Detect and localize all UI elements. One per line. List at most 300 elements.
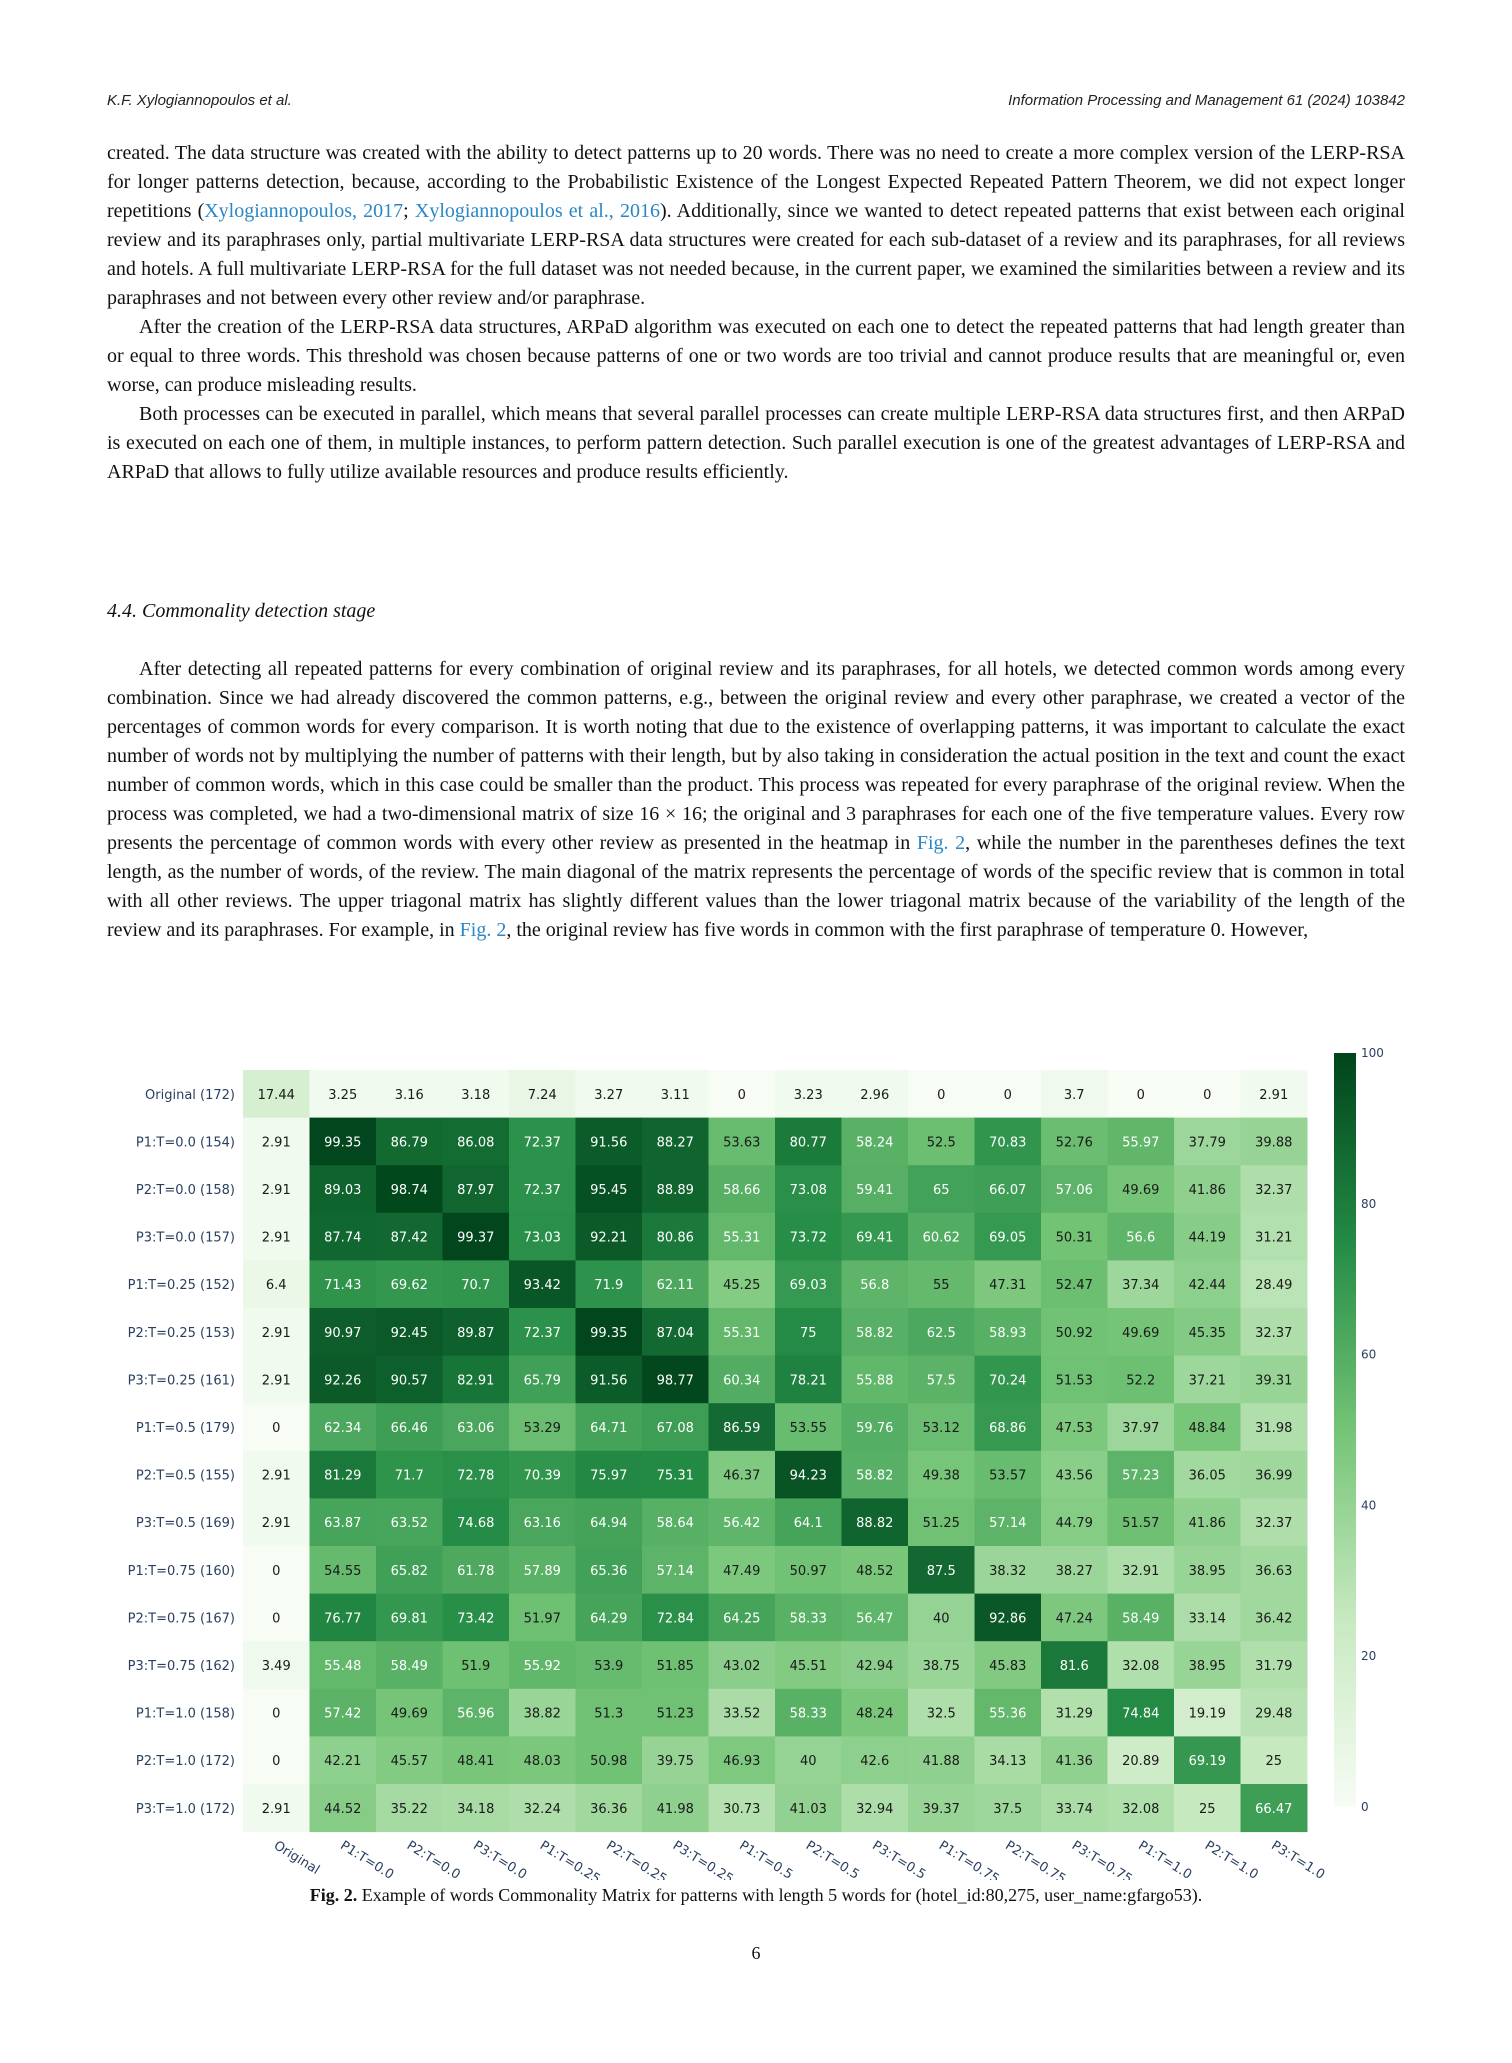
heatmap-cell-value: 32.37 bbox=[1255, 1183, 1293, 1198]
heatmap-cell-value: 53.63 bbox=[723, 1135, 761, 1151]
heatmap-cell-value: 41.03 bbox=[789, 1801, 827, 1817]
heatmap-cell-value: 34.18 bbox=[457, 1801, 495, 1817]
heatmap-column-label: Original bbox=[270, 1838, 322, 1878]
heatmap-column-label: P3:T=0.75 bbox=[1068, 1838, 1135, 1880]
heatmap-column-label: P1:T=0.75 bbox=[935, 1838, 1002, 1880]
heatmap-cell-value: 37.21 bbox=[1188, 1373, 1226, 1389]
heatmap-row-label: P3:T=0.75 (162) bbox=[127, 1659, 235, 1674]
heatmap-cell-value: 42.21 bbox=[324, 1754, 362, 1770]
heatmap-cell-value: 92.86 bbox=[989, 1611, 1027, 1627]
heatmap-cell-value: 53.29 bbox=[523, 1421, 561, 1436]
commonality-heatmap bbox=[0, 1040, 1512, 1880]
heatmap-cell-value: 20.89 bbox=[1122, 1754, 1160, 1770]
heatmap-cell-value: 41.98 bbox=[656, 1801, 694, 1817]
heatmap-cell-value: 50.92 bbox=[1055, 1325, 1093, 1341]
heatmap-cell-value: 87.5 bbox=[926, 1563, 956, 1579]
heatmap-cell-value: 42.44 bbox=[1188, 1278, 1226, 1294]
heatmap-cell-value: 37.34 bbox=[1122, 1278, 1160, 1294]
heatmap-cell-value: 2.91 bbox=[261, 1230, 291, 1246]
heatmap-cell-value: 86.79 bbox=[390, 1135, 428, 1151]
heatmap-cell-value: 62.34 bbox=[324, 1421, 362, 1436]
heatmap-cell-value: 48.03 bbox=[523, 1754, 561, 1770]
heatmap-cell-value: 54.55 bbox=[324, 1563, 362, 1579]
heatmap-cell-value: 57.23 bbox=[1122, 1468, 1160, 1484]
colorbar-tick-label: 20 bbox=[1361, 1649, 1377, 1664]
heatmap-cell-value: 33.52 bbox=[723, 1706, 761, 1722]
heatmap-cell-value: 49.69 bbox=[1122, 1325, 1160, 1341]
heatmap-column-label: P2:T=0.25 bbox=[603, 1838, 670, 1880]
heatmap-cell-value: 66.46 bbox=[390, 1421, 428, 1436]
heatmap-cell-value: 98.74 bbox=[390, 1183, 428, 1198]
heatmap-cell-value: 39.37 bbox=[922, 1801, 960, 1817]
heatmap-cell-value: 64.25 bbox=[723, 1611, 761, 1627]
heatmap-cell-value: 48.24 bbox=[856, 1706, 894, 1722]
heatmap-cell-value: 17.44 bbox=[257, 1087, 295, 1103]
heatmap-cell-value: 2.91 bbox=[261, 1325, 291, 1341]
heatmap-cell-value: 0 bbox=[1003, 1087, 1012, 1103]
heatmap-row-label: P1:T=0.75 (160) bbox=[127, 1563, 235, 1579]
heatmap-cell-value: 70.7 bbox=[461, 1278, 491, 1294]
heatmap-cell-value: 64.94 bbox=[590, 1516, 628, 1532]
heatmap-cell-value: 99.35 bbox=[324, 1135, 362, 1151]
heatmap-cell-value: 49.38 bbox=[922, 1468, 960, 1484]
heatmap-cell-value: 63.87 bbox=[324, 1516, 362, 1532]
heatmap-cell-value: 50.31 bbox=[1055, 1230, 1093, 1246]
heatmap-cell-value: 55.48 bbox=[324, 1659, 362, 1674]
heatmap-cell-value: 58.49 bbox=[390, 1659, 428, 1674]
heatmap-cell-value: 87.04 bbox=[656, 1325, 694, 1341]
paragraph-1: created. The data structure was created with the ability to detect patterns up to 20 words. There was no need to create a more complex version of the LERP-RSA for longer patterns detection, because, according to the Probabilistic Existence of the Longest Expected Repeated Pattern Theorem, we did not expect longer repetitions (Xylogiannopoulos, 2017; Xylogiannopoulos et al., 2016). Additionally, since we wanted to detect repeated patterns that exist between each original review and its paraphrases only, partial multivariate LERP-RSA data structures were created for each sub-dataset of a review and its paraphrases, for all reviews and hotels. A full multivariate LERP-RSA for the full dataset was not needed because, in the current paper, we examined the similarities between a review and its paraphrases and not between every other review and/or paraphrase. bbox=[107, 142, 1405, 309]
heatmap-cell-value: 58.93 bbox=[989, 1325, 1027, 1341]
heatmap-cell-value: 58.49 bbox=[1122, 1611, 1160, 1627]
heatmap-cell-value: 3.7 bbox=[1063, 1087, 1085, 1103]
heatmap-cell-value: 2.91 bbox=[261, 1468, 291, 1484]
heatmap-cell-value: 86.59 bbox=[723, 1421, 761, 1436]
heatmap-cell-value: 31.21 bbox=[1255, 1230, 1293, 1246]
colorbar bbox=[1334, 1053, 1356, 1807]
heatmap-cell-value: 32.37 bbox=[1255, 1325, 1293, 1341]
heatmap-cell-value: 70.24 bbox=[989, 1373, 1027, 1389]
heatmap-cell-value: 37.79 bbox=[1188, 1135, 1226, 1151]
heatmap-cell-value: 65.36 bbox=[590, 1563, 628, 1579]
heatmap-cell-value: 69.05 bbox=[989, 1230, 1027, 1246]
heatmap-cell-value: 58.82 bbox=[856, 1325, 894, 1341]
heatmap-cell-value: 32.08 bbox=[1122, 1659, 1160, 1674]
heatmap-cell-value: 68.86 bbox=[989, 1421, 1027, 1436]
heatmap-cell-value: 52.5 bbox=[926, 1135, 956, 1151]
heatmap-row-label: P2:T=1.0 (172) bbox=[135, 1754, 235, 1770]
paragraph-3: Both processes can be executed in parallel, which means that several parallel processes can create multiple LERP-RSA data structures first, and then ARPaD is executed on each one of them, in multiple instances, to perform pattern detection. Such parallel execution is one of the greatest advantages of LERP-RSA and ARPaD that allows to fully utilize available resources and produce results efficiently. bbox=[107, 403, 1405, 483]
heatmap-cell-value: 55.31 bbox=[723, 1230, 761, 1246]
heatmap-cell-value: 41.86 bbox=[1188, 1516, 1226, 1532]
heatmap-cell-value: 38.82 bbox=[523, 1706, 561, 1722]
heatmap-cell-value: 72.37 bbox=[523, 1135, 561, 1151]
heatmap-cell-value: 69.81 bbox=[390, 1611, 428, 1627]
heatmap-column-label: P1:T=0.25 bbox=[536, 1838, 603, 1880]
heatmap-cell-value: 3.11 bbox=[660, 1087, 690, 1103]
heatmap-cell-value: 53.9 bbox=[594, 1659, 624, 1674]
figure-link[interactable]: Fig. 2 bbox=[916, 832, 966, 854]
heatmap-cell-value: 48.41 bbox=[457, 1754, 495, 1770]
heatmap-cell-value: 38.32 bbox=[989, 1563, 1027, 1579]
heatmap-cell-value: 55.97 bbox=[1122, 1135, 1160, 1151]
heatmap-cell-value: 57.5 bbox=[926, 1373, 956, 1389]
heatmap-cell-value: 55.88 bbox=[856, 1373, 894, 1389]
heatmap-cell-value: 90.57 bbox=[390, 1373, 428, 1389]
heatmap-row-label: P2:T=0.0 (158) bbox=[135, 1183, 235, 1198]
heatmap-cell-value: 69.19 bbox=[1188, 1754, 1226, 1770]
heatmap-row-label: P1:T=1.0 (158) bbox=[135, 1706, 235, 1722]
heatmap-cell-value: 63.52 bbox=[390, 1516, 428, 1532]
heatmap-cell-value: 30.73 bbox=[723, 1801, 761, 1817]
heatmap-cell-value: 0 bbox=[937, 1087, 946, 1103]
heatmap-column-label: P2:T=0.75 bbox=[1002, 1838, 1069, 1880]
heatmap-cell-value: 51.3 bbox=[594, 1706, 624, 1722]
heatmap-cell-value: 69.41 bbox=[856, 1230, 894, 1246]
heatmap-cell-value: 56.8 bbox=[860, 1278, 890, 1294]
heatmap-cell-value: 78.21 bbox=[789, 1373, 827, 1389]
heatmap-cell-value: 98.77 bbox=[656, 1373, 694, 1389]
heatmap-cell-value: 46.37 bbox=[723, 1468, 761, 1484]
heatmap-cell-value: 86.08 bbox=[457, 1135, 495, 1151]
body-text-section bbox=[107, 655, 1405, 945]
citation-link[interactable]: Xylogiannopoulos et al., 2016 bbox=[414, 200, 660, 222]
heatmap-cell-value: 43.56 bbox=[1055, 1468, 1093, 1484]
heatmap-cell-value: 65.79 bbox=[523, 1373, 561, 1389]
heatmap-cell-value: 73.03 bbox=[523, 1230, 561, 1246]
heatmap-cell-value: 45.35 bbox=[1188, 1325, 1226, 1341]
heatmap-cell-value: 38.95 bbox=[1188, 1659, 1226, 1674]
heatmap-cell-value: 3.18 bbox=[461, 1087, 491, 1103]
heatmap-cell-value: 67.08 bbox=[656, 1421, 694, 1436]
heatmap-cell-value: 72.37 bbox=[523, 1183, 561, 1198]
heatmap-cell-value: 63.16 bbox=[523, 1516, 561, 1532]
heatmap-cell-value: 51.23 bbox=[656, 1706, 694, 1722]
heatmap-cell-value: 81.6 bbox=[1059, 1659, 1089, 1674]
heatmap-cell-value: 71.9 bbox=[594, 1278, 624, 1294]
heatmap-column-label: P2:T=0.0 bbox=[403, 1838, 463, 1880]
figure-link[interactable]: Fig. 2 bbox=[459, 919, 507, 941]
heatmap-cell-value: 75.97 bbox=[590, 1468, 628, 1484]
heatmap-cell-value: 25 bbox=[1265, 1754, 1283, 1770]
heatmap-cell-value: 58.82 bbox=[856, 1468, 894, 1484]
heatmap-cell-value: 72.78 bbox=[457, 1468, 495, 1484]
heatmap-cell-value: 57.06 bbox=[1055, 1183, 1093, 1198]
heatmap-cell-value: 38.27 bbox=[1055, 1563, 1093, 1579]
heatmap-cell-value: 87.97 bbox=[457, 1183, 495, 1198]
heatmap-cell-value: 74.84 bbox=[1122, 1706, 1160, 1722]
heatmap-cell-value: 57.14 bbox=[656, 1563, 694, 1579]
heatmap-cell-value: 89.87 bbox=[457, 1325, 495, 1341]
body-text-top bbox=[107, 139, 1405, 487]
heatmap-cell-value: 70.39 bbox=[523, 1468, 561, 1484]
heatmap-cell-value: 44.52 bbox=[324, 1801, 362, 1817]
heatmap-column-label: P3:T=0.25 bbox=[669, 1838, 736, 1880]
heatmap-cell-value: 36.36 bbox=[590, 1801, 628, 1817]
heatmap-row-label: P1:T=0.25 (152) bbox=[127, 1278, 235, 1294]
heatmap-cell-value: 56.6 bbox=[1126, 1230, 1156, 1246]
heatmap-cell-value: 76.77 bbox=[324, 1611, 362, 1627]
heatmap-cell-value: 90.97 bbox=[324, 1325, 362, 1341]
heatmap-cell-value: 39.75 bbox=[656, 1754, 694, 1770]
heatmap-cell-value: 2.91 bbox=[261, 1516, 291, 1532]
heatmap-cell-value: 51.97 bbox=[523, 1611, 561, 1627]
heatmap-cell-value: 57.89 bbox=[523, 1563, 561, 1579]
heatmap-cell-value: 47.49 bbox=[723, 1563, 761, 1579]
heatmap-cell-value: 73.42 bbox=[457, 1611, 495, 1627]
heatmap-cell-value: 64.29 bbox=[590, 1611, 628, 1627]
heatmap-cell-value: 45.83 bbox=[989, 1659, 1027, 1674]
heatmap-cell-value: 59.76 bbox=[856, 1421, 894, 1436]
citation-link[interactable]: Xylogiannopoulos, 2017 bbox=[204, 200, 404, 222]
heatmap-cell-value: 34.13 bbox=[989, 1754, 1027, 1770]
heatmap-cell-value: 44.79 bbox=[1055, 1516, 1093, 1532]
heatmap-cell-value: 72.84 bbox=[656, 1611, 694, 1627]
heatmap-cell-value: 55.36 bbox=[989, 1706, 1027, 1722]
heatmap-column-label: P1:T=0.0 bbox=[337, 1838, 397, 1880]
heatmap-cell-value: 80.86 bbox=[656, 1230, 694, 1246]
heatmap-cell-value: 73.72 bbox=[789, 1230, 827, 1246]
heatmap-cell-value: 2.91 bbox=[261, 1373, 291, 1389]
heatmap-cell-value: 7.24 bbox=[527, 1087, 557, 1103]
heatmap-cell-value: 41.88 bbox=[922, 1754, 960, 1770]
heatmap-cell-value: 28.49 bbox=[1255, 1278, 1293, 1294]
heatmap-cell-value: 64.1 bbox=[793, 1516, 823, 1532]
heatmap-column-label: P2:T=0.5 bbox=[802, 1838, 862, 1880]
heatmap-cell-value: 41.36 bbox=[1055, 1754, 1093, 1770]
heatmap-cell-value: 32.94 bbox=[856, 1801, 894, 1817]
heatmap-cell-value: 57.42 bbox=[324, 1706, 362, 1722]
heatmap-cell-value: 92.21 bbox=[590, 1230, 628, 1246]
heatmap-column-label: P1:T=0.5 bbox=[736, 1838, 796, 1880]
colorbar-tick-label: 40 bbox=[1361, 1498, 1377, 1513]
heatmap-cell-value: 58.24 bbox=[856, 1135, 894, 1151]
heatmap-cell-value: 88.89 bbox=[656, 1183, 694, 1198]
heatmap-cell-value: 3.23 bbox=[793, 1087, 823, 1103]
heatmap-cell-value: 0 bbox=[272, 1563, 281, 1579]
heatmap-cell-value: 36.05 bbox=[1188, 1468, 1226, 1484]
heatmap-cell-value: 31.29 bbox=[1055, 1706, 1093, 1722]
heatmap-cell-value: 2.96 bbox=[860, 1087, 890, 1103]
heatmap-cell-value: 3.16 bbox=[394, 1087, 424, 1103]
heatmap-cell-value: 48.52 bbox=[856, 1563, 894, 1579]
heatmap-cell-value: 88.27 bbox=[656, 1135, 694, 1151]
heatmap-cell-value: 87.42 bbox=[390, 1230, 428, 1246]
heatmap-cell-value: 38.75 bbox=[922, 1659, 960, 1674]
heatmap-cell-value: 56.47 bbox=[856, 1611, 894, 1627]
heatmap-cell-value: 45.25 bbox=[723, 1278, 761, 1294]
heatmap-cell-value: 32.24 bbox=[523, 1801, 561, 1817]
colorbar-tick-label: 0 bbox=[1361, 1800, 1369, 1814]
heatmap-cell-value: 82.91 bbox=[457, 1373, 495, 1389]
colorbar-tick-label: 80 bbox=[1361, 1196, 1377, 1211]
heatmap-cell-value: 51.9 bbox=[461, 1659, 491, 1674]
figure-caption bbox=[0, 1885, 1512, 1906]
heatmap-cell-value: 36.99 bbox=[1255, 1468, 1293, 1484]
heatmap-cell-value: 49.69 bbox=[1122, 1183, 1160, 1198]
heatmap-cell-value: 33.74 bbox=[1055, 1801, 1093, 1817]
heatmap-cell-value: 69.62 bbox=[390, 1278, 428, 1294]
heatmap-column-label: P3:T=0.0 bbox=[470, 1838, 530, 1880]
heatmap-cell-value: 38.95 bbox=[1188, 1563, 1226, 1579]
heatmap-cell-value: 51.53 bbox=[1055, 1373, 1093, 1389]
heatmap-cell-value: 50.97 bbox=[789, 1563, 827, 1579]
paragraph-4: After detecting all repeated patterns for every combination of original review and its paraphrases, for all hotels, we detected common words among every combination. Since we had already discovered the common patterns, e.g., between the original review and every other paraphrase, we created a vector of the percentages of common words for every comparison. It is worth noting that due to the existence of overlapping patterns, it was important to calculate the exact number of words not by multiplying the number of patterns with their length, but by also taking in consideration the actual position in the text and count the exact number of common words, which in this case could be smaller than the product. This process was repeated for every paraphrase of the original review. When the process was completed, we had a two-dimensional matrix of size 16 × 16; the original and 3 paraphrases for each one of the five temperature values. Every row presents the percentage of common words with every other review as presented in the heatmap in Fig. 2, while the number in the parentheses defines the text length, as the number of words, of the review. The main diagonal of the matrix represents the percentage of words of the specific review that is common in total with all other reviews. The upper triagonal matrix has slightly different values than the lower triagonal matrix because of the variability of the length of the review and its paraphrases. For example, in Fig. 2, the original review has five words in common with the first paraphrase of temperature 0. However, bbox=[107, 658, 1406, 941]
heatmap-cell-value: 65 bbox=[932, 1183, 950, 1198]
heatmap-cell-value: 58.66 bbox=[723, 1183, 761, 1198]
heatmap-cell-value: 58.64 bbox=[656, 1516, 694, 1532]
heatmap-cell-value: 2.91 bbox=[261, 1183, 291, 1198]
heatmap-cell-value: 63.06 bbox=[457, 1421, 495, 1436]
heatmap-cell-value: 32.91 bbox=[1122, 1563, 1160, 1579]
heatmap-cell-value: 47.53 bbox=[1055, 1421, 1093, 1436]
heatmap-cell-value: 71.43 bbox=[324, 1278, 362, 1294]
heatmap-cell-value: 52.47 bbox=[1055, 1278, 1093, 1294]
section-heading: 4.4. Commonality detection stage bbox=[107, 600, 376, 622]
heatmap-column-label: P1:T=1.0 bbox=[1135, 1838, 1195, 1880]
heatmap-cell-value: 52.76 bbox=[1055, 1135, 1093, 1151]
heatmap-cell-value: 62.5 bbox=[926, 1325, 956, 1341]
heatmap-cell-value: 53.12 bbox=[922, 1421, 960, 1436]
paragraph-2: After the creation of the LERP-RSA data structures, ARPaD algorithm was executed on each one to detect the repeated patterns that had length greater than or equal to three words. This threshold was chosen because patterns of one or two words are too trivial and cannot produce results that are meaningful or, even worse, can produce misleading results. bbox=[107, 316, 1405, 396]
heatmap-cell-value: 69.03 bbox=[789, 1278, 827, 1294]
heatmap-cell-value: 92.26 bbox=[324, 1373, 362, 1389]
heatmap-cell-value: 62.11 bbox=[656, 1278, 694, 1294]
heatmap-cell-value: 53.57 bbox=[989, 1468, 1027, 1484]
heatmap-cell-value: 33.14 bbox=[1188, 1611, 1226, 1627]
heatmap-cell-value: 32.5 bbox=[926, 1706, 956, 1722]
heatmap-cell-value: 36.63 bbox=[1255, 1563, 1293, 1579]
heatmap-cell-value: 6.4 bbox=[265, 1278, 287, 1294]
heatmap-cell-value: 64.71 bbox=[590, 1421, 628, 1436]
heatmap-cell-value: 36.42 bbox=[1255, 1611, 1293, 1627]
heatmap-cell-value: 75.31 bbox=[656, 1468, 694, 1484]
heatmap-cell-value: 55 bbox=[932, 1278, 950, 1294]
heatmap-row-label: Original (172) bbox=[145, 1087, 235, 1103]
heatmap-row-label: P2:T=0.25 (153) bbox=[127, 1325, 235, 1341]
colorbar-tick-label: 100 bbox=[1361, 1046, 1384, 1060]
heatmap-row-label: P1:T=0.5 (179) bbox=[135, 1421, 235, 1436]
heatmap-cell-value: 91.56 bbox=[590, 1135, 628, 1151]
heatmap-cell-value: 56.96 bbox=[457, 1706, 495, 1722]
heatmap-cell-value: 37.5 bbox=[993, 1801, 1023, 1817]
heatmap-cell-value: 55.92 bbox=[523, 1659, 561, 1674]
heatmap-cell-value: 40 bbox=[932, 1611, 950, 1627]
heatmap-cell-value: 58.33 bbox=[789, 1611, 827, 1627]
running-header-journal: Information Processing and Management 61 (2024) 103842 bbox=[1008, 92, 1405, 109]
heatmap-row-label: P1:T=0.0 (154) bbox=[135, 1135, 235, 1151]
heatmap-cell-value: 0 bbox=[1203, 1087, 1212, 1103]
heatmap-cell-value: 48.84 bbox=[1188, 1421, 1226, 1436]
heatmap-cell-value: 61.78 bbox=[457, 1563, 495, 1579]
heatmap-cell-value: 87.74 bbox=[324, 1230, 362, 1246]
heatmap-cell-value: 31.79 bbox=[1255, 1659, 1293, 1674]
heatmap-cell-value: 3.25 bbox=[328, 1087, 358, 1103]
heatmap-cell-value: 50.98 bbox=[590, 1754, 628, 1770]
heatmap-cell-value: 0 bbox=[272, 1754, 281, 1770]
heatmap-cell-value: 60.34 bbox=[723, 1373, 761, 1389]
heatmap-column-label: P3:T=1.0 bbox=[1268, 1838, 1328, 1880]
heatmap-row-label: P3:T=0.5 (169) bbox=[135, 1516, 235, 1532]
heatmap-cell-value: 51.57 bbox=[1122, 1516, 1160, 1532]
heatmap-cell-value: 75 bbox=[799, 1325, 817, 1341]
heatmap-cell-value: 35.22 bbox=[390, 1801, 428, 1817]
page-number: 6 bbox=[751, 1943, 761, 1963]
heatmap-column-label: P3:T=0.5 bbox=[869, 1838, 929, 1880]
heatmap-cell-value: 49.69 bbox=[390, 1706, 428, 1722]
heatmap-cell-value: 57.14 bbox=[989, 1516, 1027, 1532]
heatmap-column-label: P2:T=1.0 bbox=[1201, 1838, 1261, 1880]
heatmap-cell-value: 25 bbox=[1198, 1801, 1216, 1817]
heatmap-cell-value: 53.55 bbox=[789, 1421, 827, 1436]
heatmap-cell-value: 3.27 bbox=[594, 1087, 624, 1103]
heatmap-row-label: P3:T=0.0 (157) bbox=[135, 1230, 235, 1246]
heatmap-cell-value: 45.57 bbox=[390, 1754, 428, 1770]
heatmap-cell-value: 32.08 bbox=[1122, 1801, 1160, 1817]
caption-text: Example of words Commonality Matrix for patterns with length 5 words for (hotel_id:80,275, user_name:gfargo53). bbox=[357, 1885, 1203, 1905]
heatmap-cell-value: 0 bbox=[272, 1421, 281, 1436]
heatmap-cell-value: 3.49 bbox=[261, 1659, 291, 1674]
heatmap-cell-value: 56.42 bbox=[723, 1516, 761, 1532]
heatmap-cell-value: 72.37 bbox=[523, 1325, 561, 1341]
running-header-authors: K.F. Xylogiannopoulos et al. bbox=[107, 92, 292, 109]
heatmap-row-label: P3:T=0.25 (161) bbox=[127, 1373, 235, 1389]
heatmap-cell-value: 60.62 bbox=[922, 1230, 960, 1246]
heatmap-cell-value: 39.31 bbox=[1255, 1373, 1293, 1389]
heatmap-cell-value: 46.93 bbox=[723, 1754, 761, 1770]
heatmap-cell-value: 65.82 bbox=[390, 1563, 428, 1579]
heatmap-cell-value: 42.6 bbox=[860, 1754, 890, 1770]
heatmap-cell-value: 19.19 bbox=[1188, 1706, 1226, 1722]
heatmap-cell-value: 51.25 bbox=[922, 1516, 960, 1532]
heatmap-cell-value: 43.02 bbox=[723, 1659, 761, 1674]
heatmap-cell-value: 52.2 bbox=[1126, 1373, 1156, 1389]
heatmap-cell-value: 0 bbox=[272, 1706, 281, 1722]
caption-label: Fig. 2. bbox=[309, 1885, 358, 1905]
heatmap-cell-value: 99.35 bbox=[590, 1325, 628, 1341]
heatmap-cell-value: 37.97 bbox=[1122, 1421, 1160, 1436]
heatmap-cell-value: 66.47 bbox=[1255, 1801, 1293, 1817]
heatmap-cell-value: 99.37 bbox=[457, 1230, 495, 1246]
heatmap-cell-value: 93.42 bbox=[523, 1278, 561, 1294]
heatmap-cell-value: 42.94 bbox=[856, 1659, 894, 1674]
heatmap-cell-value: 2.91 bbox=[1259, 1087, 1289, 1103]
heatmap-cell-value: 55.31 bbox=[723, 1325, 761, 1341]
heatmap-cell-value: 71.7 bbox=[394, 1468, 424, 1484]
heatmap-cell-value: 66.07 bbox=[989, 1183, 1027, 1198]
heatmap-cell-value: 47.24 bbox=[1055, 1611, 1093, 1627]
heatmap-cell-value: 32.37 bbox=[1255, 1516, 1293, 1532]
heatmap-cell-value: 29.48 bbox=[1255, 1706, 1293, 1722]
heatmap-cell-value: 59.41 bbox=[856, 1183, 894, 1198]
heatmap-cell-value: 44.19 bbox=[1188, 1230, 1226, 1246]
heatmap-cell-value: 74.68 bbox=[457, 1516, 495, 1532]
heatmap-row-label: P2:T=0.5 (155) bbox=[135, 1468, 235, 1484]
heatmap-cell-value: 94.23 bbox=[789, 1468, 827, 1484]
colorbar-tick-label: 60 bbox=[1361, 1347, 1377, 1362]
heatmap-cell-value: 51.85 bbox=[656, 1659, 694, 1674]
heatmap-cell-value: 80.77 bbox=[789, 1135, 827, 1151]
heatmap-cell-value: 95.45 bbox=[590, 1183, 628, 1198]
heatmap-cell-value: 47.31 bbox=[989, 1278, 1027, 1294]
heatmap-cell-value: 0 bbox=[272, 1611, 281, 1627]
heatmap-cell-value: 81.29 bbox=[324, 1468, 362, 1484]
heatmap-cell-value: 45.51 bbox=[789, 1659, 827, 1674]
heatmap-cell-value: 73.08 bbox=[789, 1183, 827, 1198]
heatmap-cell-value: 31.98 bbox=[1255, 1421, 1293, 1436]
heatmap-cell-value: 41.86 bbox=[1188, 1183, 1226, 1198]
heatmap-cell-value: 70.83 bbox=[989, 1135, 1027, 1151]
